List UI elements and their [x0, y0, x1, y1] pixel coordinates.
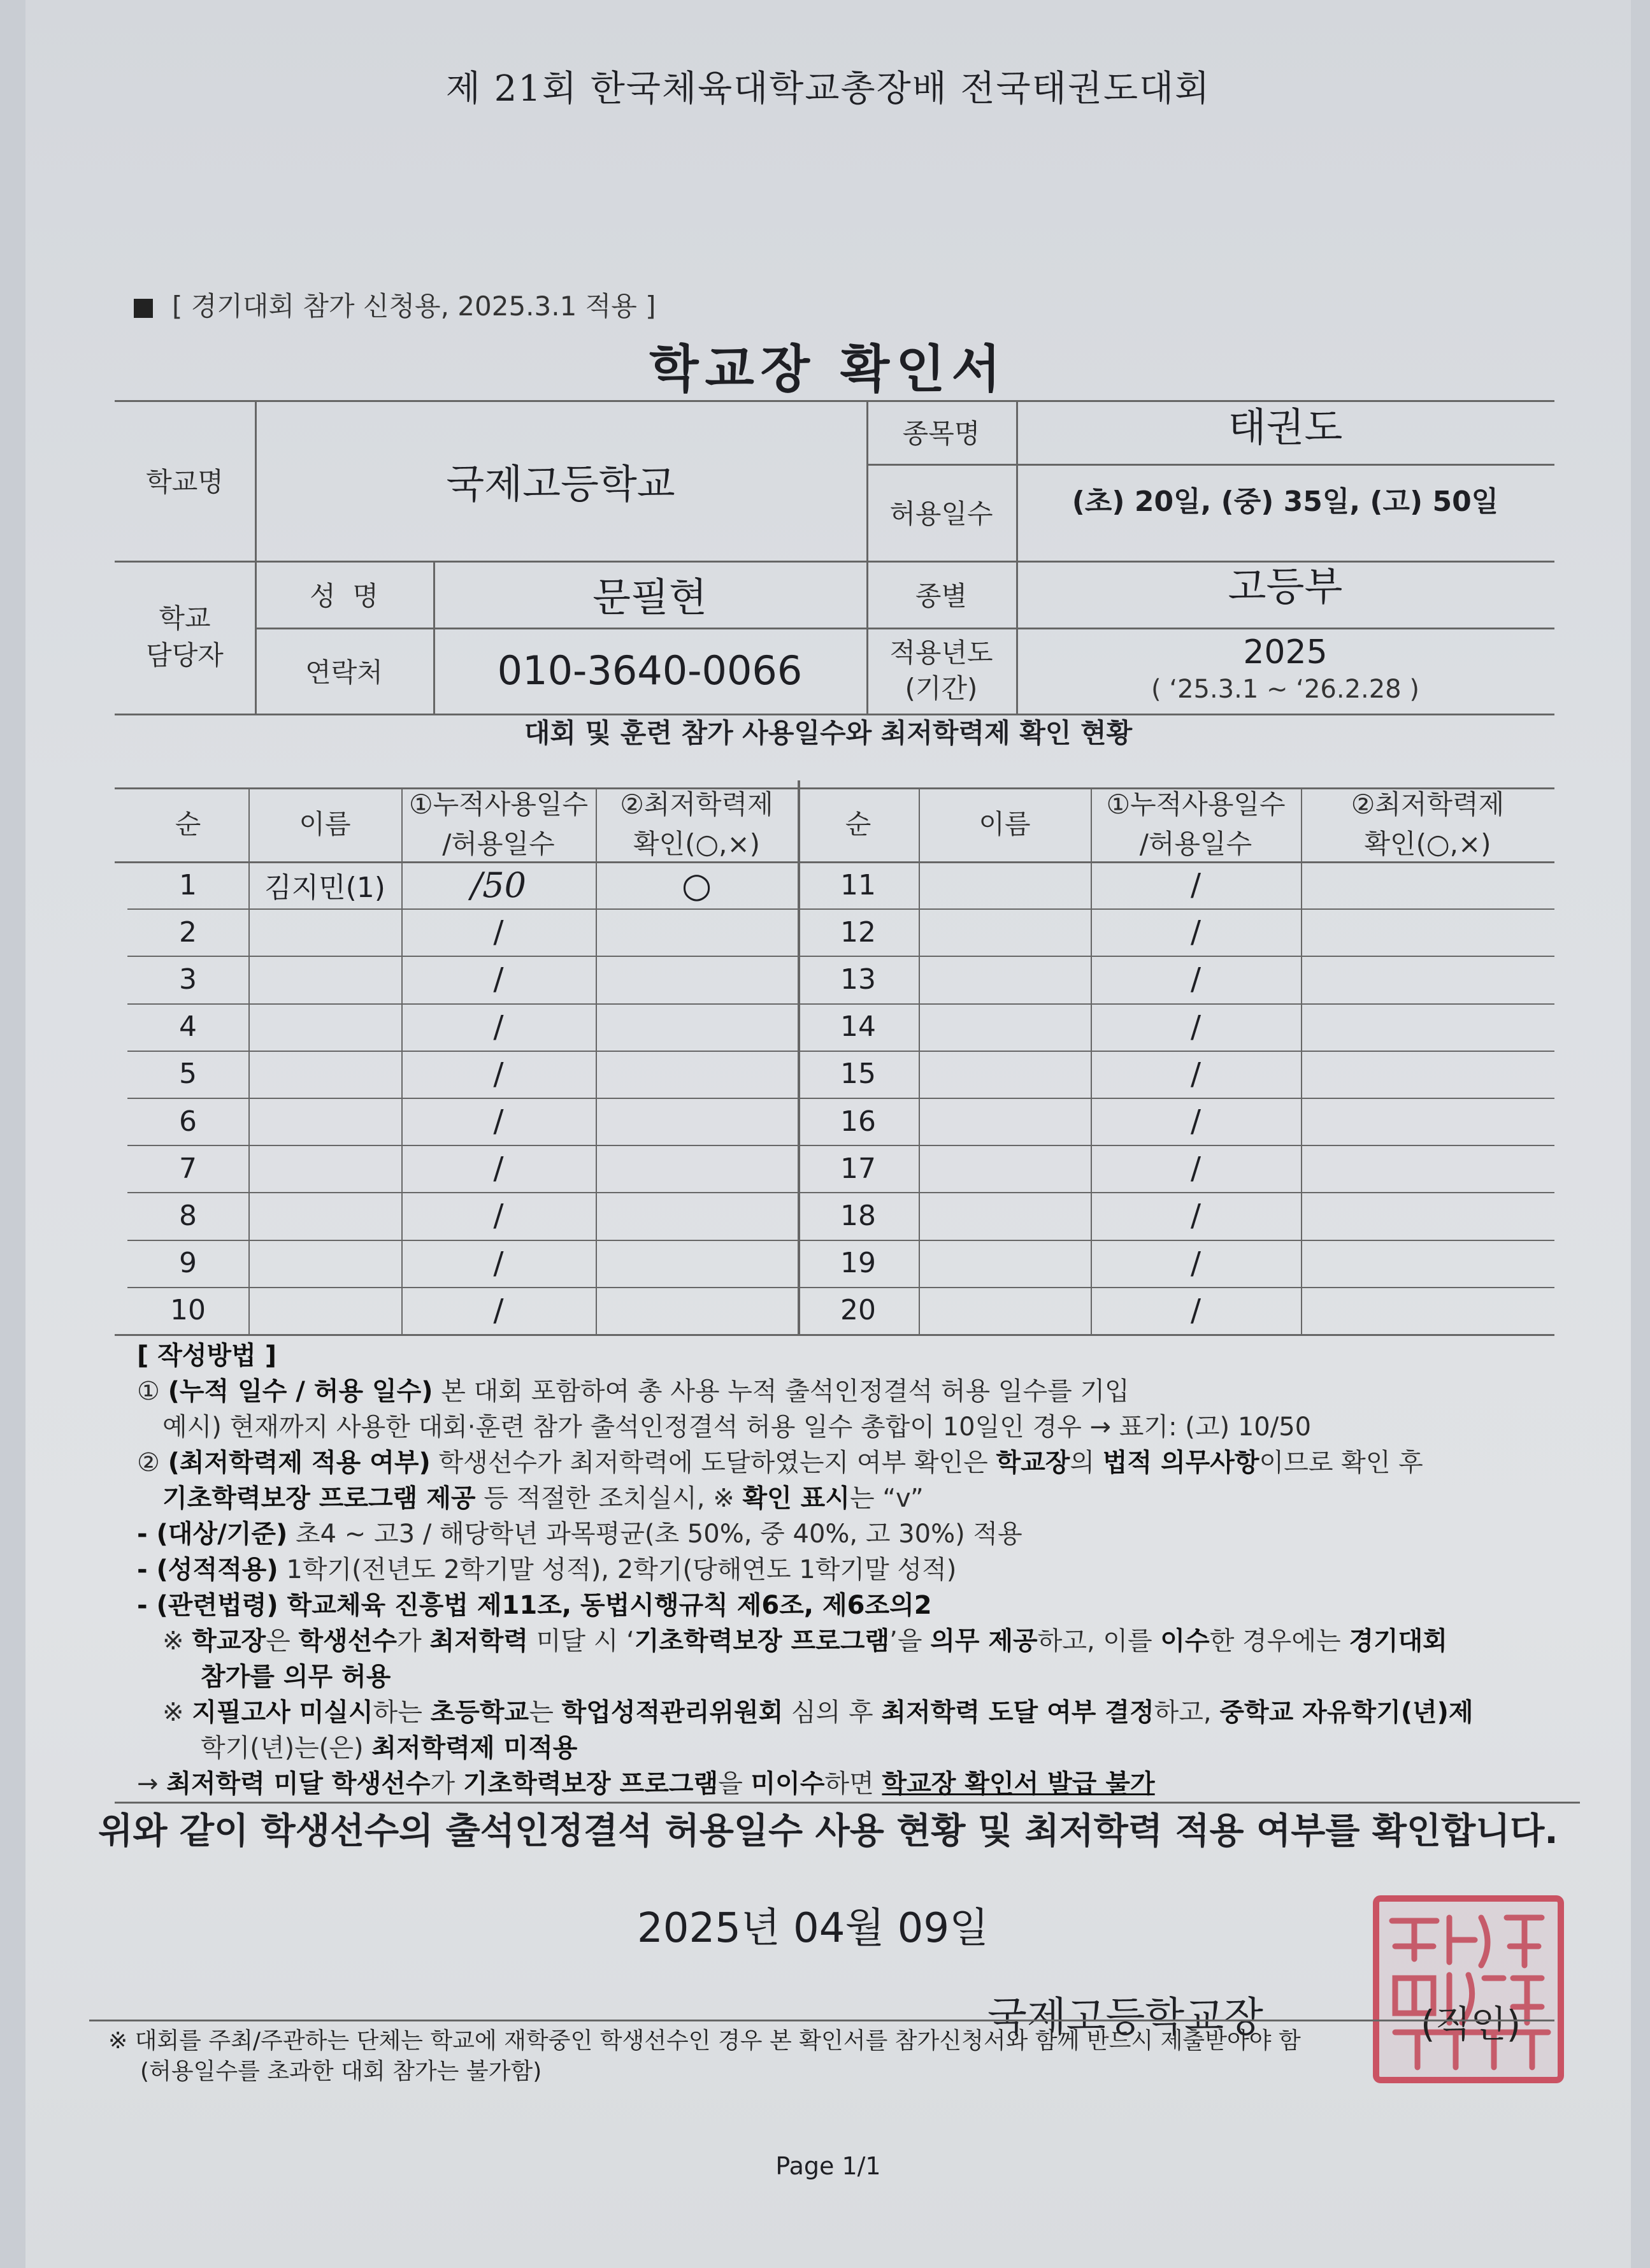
remark3-b: 최저학력 미달 학생선수: [166, 1769, 431, 1798]
cell-days: /: [1190, 1245, 1202, 1281]
cell-days: /: [1190, 1151, 1202, 1187]
year-period: ( ‘25.3.1 ~ ‘26.2.28 ): [1151, 674, 1419, 704]
cell-name: [919, 1145, 1091, 1192]
header-days-right: [1091, 787, 1301, 861]
header-no: 순: [175, 808, 201, 840]
cell-no: 5: [179, 1058, 197, 1091]
bullet3-bold: - (관련법령): [137, 1591, 278, 1620]
cell-acad: [1301, 1192, 1554, 1239]
contact-group-label: [115, 561, 255, 714]
cell-days: /: [1190, 867, 1202, 903]
note2-line2-text2: 는 “v”: [849, 1484, 924, 1513]
cell-days: /: [493, 1103, 504, 1140]
cell-days: /: [1190, 961, 1202, 998]
column-rule: [1091, 787, 1092, 1334]
name-label: 성 명: [310, 580, 378, 612]
remark2-c: 하는: [373, 1698, 431, 1727]
note2-bold-d: 법적 의무사항: [1102, 1448, 1259, 1477]
cell-name: [919, 861, 1091, 908]
page-number: Page 1/1: [775, 2152, 881, 2180]
remark3-e: 을: [718, 1769, 751, 1798]
header-academic-line1: ②최저학력제: [620, 789, 773, 820]
cell-acad: [596, 1145, 798, 1192]
footnote: [108, 2026, 1301, 2087]
seal-mark: (직인): [1421, 2002, 1521, 2046]
cell-name: [919, 1240, 1091, 1287]
division-label: 종별: [915, 580, 968, 612]
remark1-m: 한 경우에는: [1209, 1626, 1349, 1656]
form-tag: [134, 285, 656, 324]
remark2-e: 는: [529, 1698, 562, 1727]
header-no-right: 순: [845, 808, 872, 840]
note2-mark: ②: [137, 1448, 160, 1477]
form-tag-text: [ 경기대회 참가 신청용, 2025.3.1 적용 ]: [172, 291, 656, 322]
remark1-k: 하고, 이를: [1037, 1626, 1161, 1656]
cell-acad: [596, 908, 798, 956]
year-label: [866, 628, 1016, 714]
note1-bold: (누적 일수 / 허용 일수): [168, 1377, 433, 1406]
cell-name: [248, 956, 401, 1003]
remark2-line2-b: 최저학력제 미적용: [371, 1733, 578, 1763]
header-days-line1: ①누적사용일수: [1106, 789, 1286, 820]
note2-line2-bold2: 확인 표시: [742, 1484, 850, 1513]
cell-name: [248, 1240, 401, 1287]
document-title: 학교장 확인서: [649, 340, 1007, 399]
remark1-n: 경기대회: [1349, 1626, 1447, 1656]
cell-acad: [596, 1287, 798, 1334]
cell-no: 20: [840, 1294, 876, 1327]
principal-name: 국제고등학교장: [987, 1994, 1263, 2041]
cell-days: /: [493, 1245, 504, 1281]
remark1-b: 학교장: [192, 1626, 266, 1656]
note1-example: 예시) 현재까지 사용한 대회·훈련 참가 출석인정결석 허용 일수 총합이 10일인 경우 → 표기: (고) 10/50: [162, 1412, 1312, 1442]
phone-label: 연락처: [305, 656, 383, 688]
header-name-right: 이름: [979, 808, 1031, 840]
cell-no: 15: [840, 1058, 876, 1091]
remark3-a: →: [137, 1769, 167, 1798]
cell-days: /: [1190, 1056, 1202, 1092]
rule: [115, 1334, 1554, 1336]
cell-days: /: [493, 961, 504, 998]
remark2-d: 초등학교: [430, 1698, 529, 1727]
column-rule: [919, 787, 920, 1334]
remark2-g: 심의 후: [783, 1698, 882, 1727]
header-academic-right: [1301, 787, 1554, 861]
division-value: 고등부: [1228, 563, 1343, 610]
cell-acad: [596, 956, 798, 1003]
year-value-cell: [1016, 628, 1554, 714]
cell-days: /: [1190, 1292, 1202, 1328]
writing-guide: [137, 1338, 1577, 1802]
allowed-days-label: 허용일수: [889, 498, 993, 529]
header-academic-line2: 확인(○,×): [1364, 828, 1491, 859]
cell-acad: [596, 1003, 798, 1051]
cell-no: 2: [179, 915, 197, 949]
cell-name: [248, 908, 401, 956]
header-days-line1: ①누적사용일수: [408, 789, 589, 820]
school-label: 학교명: [146, 466, 224, 498]
cell-no: 6: [179, 1105, 197, 1138]
header-name: 이름: [299, 808, 351, 840]
cell-days: /50: [471, 865, 526, 905]
note2-line2-text: 등 적절한 조치실시, ※: [475, 1484, 743, 1513]
footnote-line-2: (허용일수를 초과한 대회 참가는 불가함): [140, 2058, 542, 2085]
remark1-f: 최저학력: [429, 1626, 528, 1656]
cell-acad: ○: [681, 865, 712, 905]
cell-name: [919, 1003, 1091, 1051]
contact-group-label-1: 학교: [159, 603, 211, 634]
cell-days: /: [493, 1008, 504, 1045]
remark1-l: 이수: [1160, 1626, 1210, 1656]
cell-name: [248, 1098, 401, 1145]
name-value: 문필현: [592, 574, 707, 621]
section-title: 대회 및 훈련 참가 사용일수와 최저학력제 확인 현황: [524, 717, 1133, 749]
cell-name: [919, 1051, 1091, 1098]
cell-name: 김지민(1): [264, 872, 385, 905]
column-rule: [401, 787, 403, 1334]
cell-name: [919, 1287, 1091, 1334]
remark2-j: 중학교 자유학기(년)제: [1219, 1698, 1474, 1727]
cell-no: 19: [840, 1247, 876, 1280]
cell-acad: [1301, 1003, 1554, 1051]
cell-acad: [596, 1051, 798, 1098]
bullet3-bold2: 학교체육 진흥법 제11조, 동법시행규칙 제6조, 제6조의2: [278, 1591, 932, 1620]
note2-text-c: 의: [1070, 1448, 1103, 1477]
remark1-j: 의무 제공: [930, 1626, 1038, 1656]
allowed-days-value: (초) 20일, (중) 35일, (고) 50일: [1072, 485, 1499, 518]
cell-no: 10: [170, 1294, 206, 1327]
school-value: 국제고등학교: [446, 460, 675, 507]
note2-bold: (최저학력제 적용 여부): [168, 1448, 431, 1477]
cell-no: 11: [840, 868, 876, 901]
sport-value: 태권도: [1228, 403, 1343, 450]
header-academic: [596, 787, 798, 861]
cell-no: 13: [840, 963, 876, 996]
header-days: [401, 787, 596, 861]
remark2-b: 지필고사 미실시: [192, 1698, 373, 1727]
note1-mark: ①: [137, 1377, 160, 1406]
cell-days: /: [1190, 1008, 1202, 1045]
remark1-a: ※: [162, 1626, 192, 1656]
note2-line2-bold: 기초학력보장 프로그램 제공: [162, 1484, 476, 1513]
bullet1-text: 초4 ~ 고3 / 해당학년 과목평균(초 50%, 중 40%, 고 30%) 적용: [287, 1519, 1022, 1549]
remark2-a: ※: [162, 1698, 192, 1727]
cell-name: [919, 1098, 1091, 1145]
contact-group-label-2: 담당자: [146, 640, 224, 671]
cell-acad: [1301, 1051, 1554, 1098]
bullet2-bold: - (성적적용): [137, 1555, 278, 1584]
cell-name: [248, 1192, 401, 1239]
column-rule: [1301, 787, 1302, 1334]
sport-label: 종목명: [902, 418, 980, 449]
year-label-1: 적용년도: [889, 636, 993, 668]
column-rule: [248, 787, 250, 1334]
cell-no: 3: [179, 963, 197, 996]
cell-acad: [1301, 908, 1554, 956]
bullet2-text: 1학기(전년도 2학기말 성적), 2학기(당해연도 1학기말 성적): [278, 1555, 957, 1584]
cell-name: [919, 908, 1091, 956]
note2-text-e: 이므로 확인 후: [1259, 1448, 1423, 1477]
cell-name: [919, 956, 1091, 1003]
cell-name: [248, 1145, 401, 1192]
cell-no: 1: [179, 868, 197, 901]
cell-days: /: [1190, 1103, 1202, 1140]
phone-value: 010-3640-0066: [497, 647, 803, 694]
header-days-line2: /허용일수: [442, 828, 555, 859]
header-days-line2: /허용일수: [1139, 828, 1252, 859]
year-value: 2025: [1243, 633, 1328, 671]
remark3-h: 학교장 확인서 발급 불가: [882, 1769, 1155, 1798]
remark3-f: 미이수: [750, 1769, 825, 1798]
note1-text: 본 대회 포함하여 총 사용 누적 출석인정결석 허용 일수를 기입: [433, 1377, 1130, 1406]
cell-days: /: [493, 1056, 504, 1092]
square-bullet-icon: [134, 299, 153, 318]
cell-no: 7: [179, 1152, 197, 1185]
cell-days: /: [493, 1198, 504, 1234]
cell-acad: [596, 1240, 798, 1287]
cell-no: 12: [840, 915, 876, 949]
cell-no: 17: [840, 1152, 876, 1185]
cell-days: /: [1190, 914, 1202, 951]
remark1-i: ’을: [889, 1626, 931, 1656]
cell-no: 8: [179, 1199, 197, 1232]
issue-date: 2025년 04월 09일: [637, 1905, 989, 1952]
column-rule: [596, 787, 597, 1334]
remark3-d: 기초학력보장 프로그램: [463, 1769, 719, 1798]
bullet1-bold: - (대상/기준): [137, 1519, 288, 1549]
footnote-line-1: ※ 대회를 주최/주관하는 단체는 학교에 재학중인 학생선수인 경우 본 확인서를 참가신청서와 함께 반드시 제출받아야 함: [108, 2028, 1301, 2054]
remark1-h: 기초학력보장 프로그램: [634, 1626, 890, 1656]
cell-days: /: [493, 1292, 504, 1328]
cell-acad: [1301, 1240, 1554, 1287]
cell-days: /: [493, 1151, 504, 1187]
cell-acad: [1301, 956, 1554, 1003]
cell-no: 4: [179, 1010, 197, 1044]
cell-no: 9: [179, 1247, 197, 1280]
remark2-line2-a: 학기(년)는(은): [201, 1733, 372, 1763]
cell-acad: [596, 1192, 798, 1239]
cell-name: [919, 1192, 1091, 1239]
remark1-d: 학생선수: [298, 1626, 398, 1656]
remark1-line2: 참가를 의무 허용: [201, 1662, 391, 1691]
rule: [89, 2020, 1554, 2021]
remark2-i: 하고,: [1154, 1698, 1220, 1727]
cell-days: /: [493, 914, 504, 951]
event-title: 제 21회 한국체육대학교총장배 전국태권도대회: [445, 68, 1211, 110]
header-academic-line2: 확인(○,×): [633, 828, 761, 859]
cell-name: [248, 1003, 401, 1051]
cell-name: [248, 1051, 401, 1098]
note2-text-a: 학생선수가 최저학력에 도달하였는지 여부 확인은: [430, 1448, 996, 1477]
remark2-f: 학업성적관리위원회: [561, 1698, 784, 1727]
header-academic-line1: ②최저학력제: [1351, 789, 1505, 820]
cell-acad: [596, 1098, 798, 1145]
confirm-statement: 위와 같이 학생선수의 출석인정결석 허용일수 사용 현황 및 최저학력 적용 여부를 확인합니다.: [98, 1811, 1558, 1852]
remark1-c: 은: [266, 1626, 299, 1656]
remark1-e: 가: [397, 1626, 430, 1656]
remark1-g: 미달 시 ‘: [528, 1626, 635, 1656]
document-page: [25, 0, 1631, 2268]
cell-acad: [1301, 861, 1554, 908]
remark3-g: 하면: [824, 1769, 882, 1798]
note2-bold-b: 학교장: [996, 1448, 1070, 1477]
remark3-c: 가: [430, 1769, 463, 1798]
remark2-h: 최저학력 도달 여부 결정: [881, 1698, 1154, 1727]
cell-no: 18: [840, 1199, 876, 1232]
notes-heading: [ 작성방법 ]: [137, 1341, 276, 1370]
seal-glyph-icon: [1379, 1902, 1558, 2077]
cell-acad: [1301, 1098, 1554, 1145]
cell-name: [248, 1287, 401, 1334]
cell-acad: [1301, 1287, 1554, 1334]
cell-no: 16: [840, 1105, 876, 1138]
cell-acad: [1301, 1145, 1554, 1192]
official-seal: [1373, 1895, 1564, 2083]
cell-no: 14: [840, 1010, 876, 1044]
year-label-2: (기간): [905, 672, 978, 704]
cell-days: /: [1190, 1198, 1202, 1234]
